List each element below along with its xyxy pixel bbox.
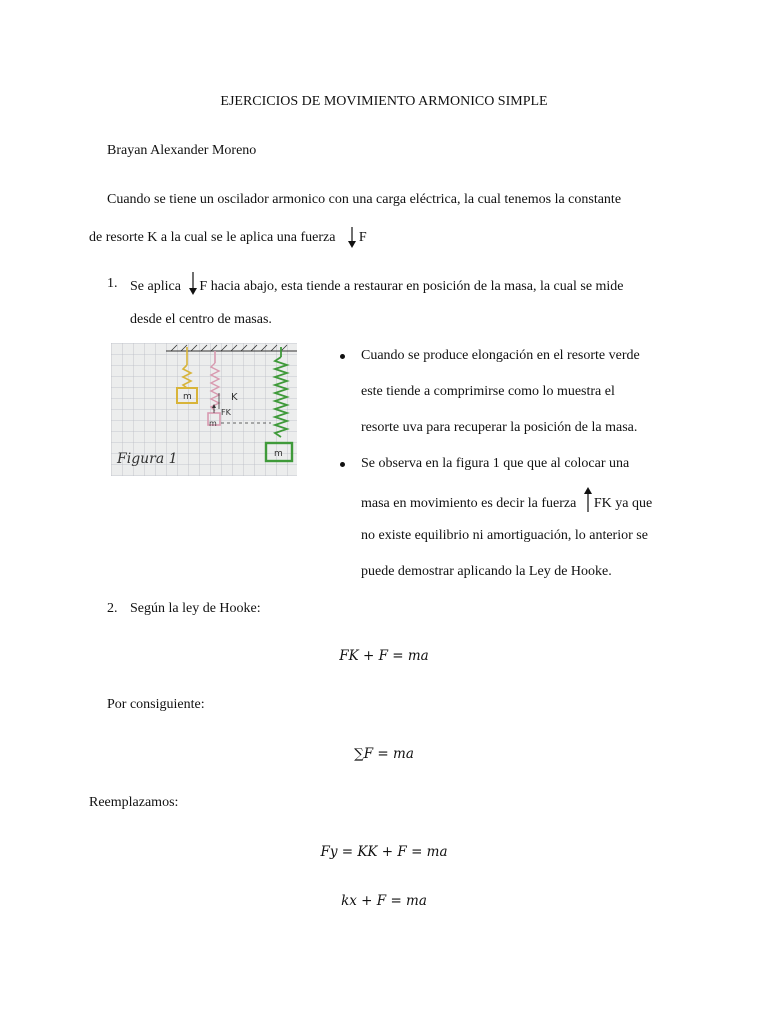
svg-text:m: m: [274, 449, 283, 459]
reemplazamos-text: Reemplazamos:: [89, 795, 179, 810]
intro-line-1: Cuando se tiene un oscilador armonico con una carga eléctrica, la cual tenemos la constante: [107, 192, 622, 207]
bullet-1-line-3: resorte uva para recuperar la posición de la masa.: [361, 420, 638, 435]
consiguiente-text: Por consiguiente:: [107, 697, 205, 712]
bullet-1-line-1: Cuando se produce elongación en el resorte verde: [361, 348, 640, 363]
equation-2: ∑F = ma: [354, 746, 414, 762]
bullet-1-line-2: este tiende a comprimirse como lo muestra el: [361, 384, 615, 399]
bullet-2-text-a: masa en movimiento es decir la fuerza: [361, 496, 577, 512]
item-2-text: Según la ley de Hooke:: [130, 601, 261, 616]
intro-force-label: F: [358, 230, 367, 246]
equation-3: Fy = KK + F = ma: [320, 844, 448, 860]
item-1-number: 1.: [107, 276, 118, 291]
item-2-number: 2.: [107, 601, 118, 616]
figure-mass-label: m: [183, 392, 192, 402]
down-arrow-icon: [345, 227, 359, 249]
intro-line-2: [89, 227, 367, 249]
figure-caption: Figura 1: [117, 451, 178, 467]
figure-1-image: [111, 343, 297, 476]
up-arrow-icon: [582, 486, 594, 510]
bullet-2-line-4: puede demostrar aplicando la Ley de Hooke.: [361, 564, 612, 579]
item-1-line-1: [130, 276, 624, 298]
figure-k-label: K: [231, 392, 238, 403]
down-arrow-icon: [187, 272, 199, 294]
bullet-dot: [340, 462, 345, 467]
bullet-dot: [340, 354, 345, 359]
svg-text:m: m: [209, 419, 217, 428]
item-1-text-b: F hacia abajo, esta tiende a restaurar en posición de la masa, la cual se mide: [199, 279, 624, 295]
item-1-text-a: Se aplica: [130, 279, 181, 295]
bullet-2-line-1: Se observa en la figura 1 que que al colocar una: [361, 456, 630, 471]
bullet-2-line-2: [361, 492, 652, 516]
equation-1: FK + F = ma: [339, 648, 429, 664]
item-1-line-2: desde el centro de masas.: [130, 312, 272, 327]
bullet-2-text-b: FK ya que: [593, 496, 653, 512]
intro-line-2-text: de resorte K a la cual se le aplica una fuerza: [89, 230, 336, 246]
document-title: EJERCICIOS DE MOVIMIENTO ARMONICO SIMPLE: [220, 94, 548, 109]
author-name: Brayan Alexander Moreno: [107, 143, 257, 158]
equation-4: kx + F = ma: [341, 893, 427, 909]
figure-fk-label: FK: [221, 408, 231, 417]
bullet-2-line-3: no existe equilibrio ni amortiguación, lo anterior se: [361, 528, 648, 543]
